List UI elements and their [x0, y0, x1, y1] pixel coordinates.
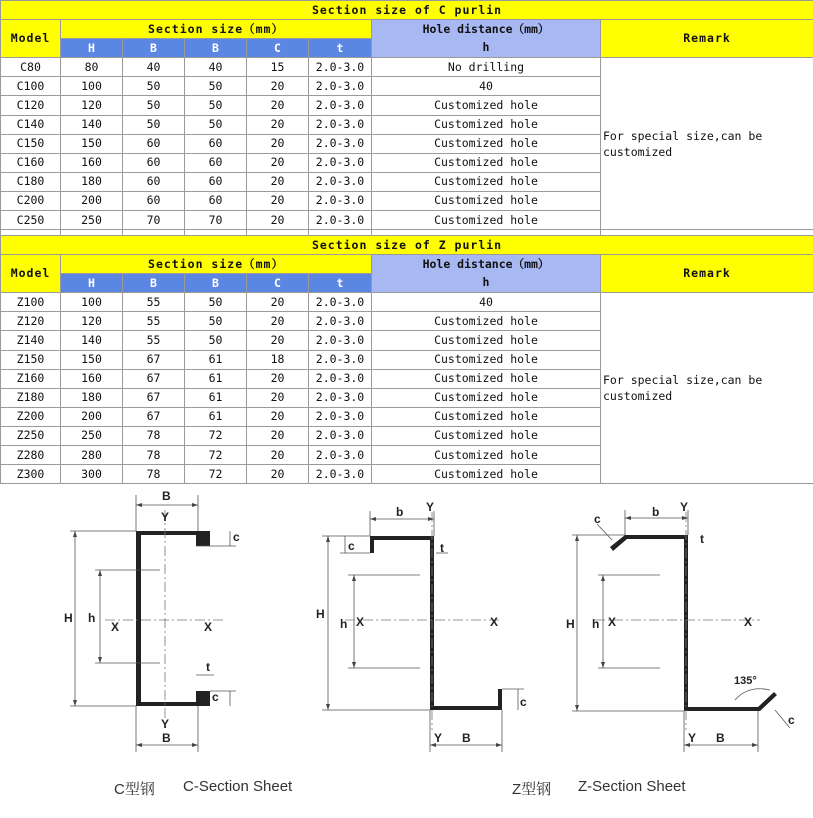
table-cell: 100 — [61, 77, 123, 96]
table-cell: 18 — [247, 350, 309, 369]
table-cell: 78 — [123, 465, 185, 484]
col-header-B2: B — [185, 39, 247, 58]
table-cell: 250 — [61, 211, 123, 230]
z-purlin-table — [0, 235, 813, 484]
table-cell: 78 — [123, 426, 185, 445]
table-cell: Customized hole — [372, 388, 601, 407]
table-cell: Customized hole — [372, 331, 601, 350]
table-cell: 2.0-3.0 — [309, 153, 372, 172]
table-cell: 2.0-3.0 — [309, 191, 372, 210]
c-label-h: h — [88, 611, 96, 625]
table-cell: 40 — [372, 293, 601, 312]
table-cell: Customized hole — [372, 369, 601, 388]
table-title: Section size of C purlin — [1, 1, 813, 20]
table-cell: 200 — [61, 407, 123, 426]
table-cell: Z150 — [1, 350, 61, 369]
z-label-H: H — [316, 607, 325, 621]
table-cell: 2.0-3.0 — [309, 58, 372, 77]
z2-label-B-bottom: B — [716, 731, 725, 745]
table-cell: 60 — [123, 153, 185, 172]
col-header-t: t — [309, 274, 372, 293]
table-cell: Customized hole — [372, 407, 601, 426]
table-cell: 20 — [247, 134, 309, 153]
table-cell: No drilling — [372, 58, 601, 77]
table-cell: 2.0-3.0 — [309, 465, 372, 484]
table-cell: 20 — [247, 172, 309, 191]
table-cell: 20 — [247, 211, 309, 230]
table-cell: 20 — [247, 115, 309, 134]
c-label-Y-top: Y — [161, 510, 170, 524]
table-cell: 60 — [123, 191, 185, 210]
c-label-X-right: X — [204, 620, 213, 634]
table-cell: 2.0-3.0 — [309, 172, 372, 191]
table-cell: C150 — [1, 134, 61, 153]
table-cell: Z250 — [1, 426, 61, 445]
table-cell: 15 — [247, 58, 309, 77]
table-cell: 160 — [61, 369, 123, 388]
table-cell: 100 — [61, 293, 123, 312]
col-header-C: C — [247, 274, 309, 293]
table-cell: 50 — [123, 115, 185, 134]
table-cell: 20 — [247, 465, 309, 484]
table-cell: 300 — [61, 465, 123, 484]
table-cell: 20 — [247, 446, 309, 465]
model-header: Model — [1, 20, 61, 58]
c-label-Y-bottom: Y — [161, 717, 170, 731]
remark-header: Remark — [601, 255, 813, 293]
table-cell: 2.0-3.0 — [309, 312, 372, 331]
table-cell: 50 — [185, 312, 247, 331]
table-cell: 67 — [123, 407, 185, 426]
table-cell: 20 — [247, 191, 309, 210]
table-cell: Customized hole — [372, 191, 601, 210]
table-cell: 61 — [185, 407, 247, 426]
table-cell: 150 — [61, 134, 123, 153]
z2-label-t: t — [700, 532, 704, 546]
z2-label-X-left: X — [608, 615, 617, 629]
table-cell: C250 — [1, 211, 61, 230]
table-cell: 2.0-3.0 — [309, 134, 372, 153]
table-cell: Customized hole — [372, 96, 601, 115]
table-cell: 60 — [123, 134, 185, 153]
table-cell: 50 — [185, 96, 247, 115]
table-cell: 20 — [247, 96, 309, 115]
table-cell: 2.0-3.0 — [309, 211, 372, 230]
table-cell: 2.0-3.0 — [309, 350, 372, 369]
z-label-X-left: X — [356, 615, 365, 629]
z2-label-Y-bottom: Y — [688, 731, 697, 745]
table-cell: Customized hole — [372, 115, 601, 134]
table-cell: 2.0-3.0 — [309, 407, 372, 426]
c-section-caption-cn: C型钢 — [114, 781, 155, 798]
table-cell: 67 — [123, 369, 185, 388]
table-cell: 20 — [247, 388, 309, 407]
table-cell: 250 — [61, 426, 123, 445]
table-cell: C120 — [1, 96, 61, 115]
table-cell: 2.0-3.0 — [309, 446, 372, 465]
table-cell: 60 — [185, 172, 247, 191]
table-cell: C160 — [1, 153, 61, 172]
z2-label-h: h — [592, 617, 600, 631]
table-cell: Z200 — [1, 407, 61, 426]
model-header: Model — [1, 255, 61, 293]
table-cell: 55 — [123, 331, 185, 350]
z2-label-H: H — [566, 617, 575, 631]
table-cell: Customized hole — [372, 426, 601, 445]
z2-label-Y-top: Y — [680, 500, 689, 514]
table-cell: 72 — [185, 446, 247, 465]
table-cell: 70 — [123, 211, 185, 230]
table-row — [1, 58, 813, 77]
col-header-H: H — [61, 274, 123, 293]
table-cell: 55 — [123, 293, 185, 312]
z-label-B-bottom: B — [462, 731, 471, 745]
table-cell: 2.0-3.0 — [309, 96, 372, 115]
z-label-Y-top: Y — [426, 500, 435, 514]
hole-distance-header: Hole distance（mm） — [372, 255, 601, 274]
table-cell: 180 — [61, 172, 123, 191]
table-cell: 72 — [185, 426, 247, 445]
table-cell: 200 — [61, 191, 123, 210]
table-cell: 20 — [247, 153, 309, 172]
hole-distance-sub: h — [372, 39, 601, 58]
table-cell: Customized hole — [372, 134, 601, 153]
z2-label-angle: 135° — [734, 675, 757, 687]
z-label-c: c — [348, 539, 355, 553]
table-cell: 60 — [185, 153, 247, 172]
table-cell: 50 — [185, 115, 247, 134]
table-cell: Customized hole — [372, 465, 601, 484]
table-cell: Z100 — [1, 293, 61, 312]
table-cell: 78 — [123, 446, 185, 465]
c-section-caption-en: C-Section Sheet — [183, 778, 293, 795]
z-label-c-bottom: c — [520, 695, 527, 709]
table-cell: 40 — [185, 58, 247, 77]
table-cell: Customized hole — [372, 211, 601, 230]
section-drawings — [0, 480, 813, 780]
table-cell: C180 — [1, 172, 61, 191]
table-cell: 60 — [123, 172, 185, 191]
c-label-c-bottom: c — [212, 690, 219, 704]
table-cell: Customized hole — [372, 312, 601, 331]
table-cell: Customized hole — [372, 350, 601, 369]
table-cell: Z160 — [1, 369, 61, 388]
table-cell: Customized hole — [372, 446, 601, 465]
table-cell: 50 — [185, 331, 247, 350]
table-cell: 180 — [61, 388, 123, 407]
table-cell: C200 — [1, 191, 61, 210]
c-label-B-top: B — [162, 489, 171, 503]
z-label-X-right: X — [490, 615, 499, 629]
section-size-header: Section size（mm） — [61, 20, 372, 39]
col-header-B2: B — [185, 274, 247, 293]
table-cell: 20 — [247, 426, 309, 445]
table-cell: 50 — [185, 77, 247, 96]
table-cell: 60 — [185, 134, 247, 153]
table-cell: Z280 — [1, 446, 61, 465]
table-cell: C140 — [1, 115, 61, 134]
table-cell: Z180 — [1, 388, 61, 407]
table-cell: 40 — [123, 58, 185, 77]
table-cell: 2.0-3.0 — [309, 388, 372, 407]
z2-label-X-right: X — [744, 615, 753, 629]
table-cell: Z120 — [1, 312, 61, 331]
table-cell: 20 — [247, 369, 309, 388]
hole-distance-sub: h — [372, 274, 601, 293]
table-cell: C80 — [1, 58, 61, 77]
table-cell: 60 — [185, 191, 247, 210]
table-cell: 20 — [247, 293, 309, 312]
table-cell: 80 — [61, 58, 123, 77]
c-section-profile — [136, 531, 213, 706]
z-section-profile — [370, 536, 502, 710]
table-cell: 2.0-3.0 — [309, 369, 372, 388]
c-label-B-bottom: B — [162, 731, 171, 745]
c-label-H: H — [64, 611, 73, 625]
remark-header: Remark — [601, 20, 813, 58]
table-cell: 70 — [185, 211, 247, 230]
table-cell: C100 — [1, 77, 61, 96]
table-cell: 140 — [61, 331, 123, 350]
c-label-X-left: X — [111, 620, 120, 634]
z-label-b: b — [396, 505, 404, 519]
z-label-t: t — [440, 541, 444, 555]
table-cell: 67 — [123, 388, 185, 407]
z-section-caption-en: Z-Section Sheet — [578, 778, 686, 795]
table-cell: 72 — [185, 465, 247, 484]
col-header-C: C — [247, 39, 309, 58]
table-cell: 20 — [247, 331, 309, 350]
table-title: Section size of Z purlin — [1, 236, 813, 255]
table-cell: 50 — [123, 77, 185, 96]
z-label-h: h — [340, 617, 348, 631]
table-cell: 120 — [61, 312, 123, 331]
table-cell: Customized hole — [372, 153, 601, 172]
table-cell: 2.0-3.0 — [309, 77, 372, 96]
table-cell: 50 — [185, 293, 247, 312]
c-section-drawing — [64, 489, 240, 752]
table-cell: 140 — [61, 115, 123, 134]
table-cell: 61 — [185, 350, 247, 369]
col-header-H: H — [61, 39, 123, 58]
table-cell: 2.0-3.0 — [309, 293, 372, 312]
remark-cell: For special size,can be customized — [601, 293, 813, 484]
remark-cell: For special size,can be customized — [601, 58, 813, 230]
table-cell: 67 — [123, 350, 185, 369]
table-cell: 280 — [61, 446, 123, 465]
table-row — [1, 293, 813, 312]
col-header-B: B — [123, 39, 185, 58]
col-header-t: t — [309, 39, 372, 58]
z-angled-section-drawing — [566, 500, 795, 752]
table-cell: 55 — [123, 312, 185, 331]
z2-label-c-bottom: c — [788, 713, 795, 727]
col-header-B: B — [123, 274, 185, 293]
z-section-caption-cn: Z型钢 — [512, 781, 552, 798]
table-cell: Customized hole — [372, 172, 601, 191]
c-label-c-top: c — [233, 530, 240, 544]
table-cell: 40 — [372, 77, 601, 96]
table-cell: 120 — [61, 96, 123, 115]
table-cell: 20 — [247, 77, 309, 96]
table-cell: Z140 — [1, 331, 61, 350]
table-cell: 61 — [185, 388, 247, 407]
table-cell: 160 — [61, 153, 123, 172]
z2-label-b: b — [652, 505, 660, 519]
z-label-Y-bottom: Y — [434, 731, 443, 745]
table-cell: 2.0-3.0 — [309, 426, 372, 445]
table-cell: 50 — [123, 96, 185, 115]
table-cell: 150 — [61, 350, 123, 369]
hole-distance-header: Hole distance（mm） — [372, 20, 601, 39]
table-cell: 2.0-3.0 — [309, 115, 372, 134]
c-label-t: t — [206, 660, 210, 674]
table-cell: 2.0-3.0 — [309, 331, 372, 350]
table-cell: Z300 — [1, 465, 61, 484]
section-size-header: Section size（mm） — [61, 255, 372, 274]
c-purlin-table — [0, 0, 813, 249]
z2-label-c-top: c — [594, 512, 601, 526]
table-cell: 20 — [247, 407, 309, 426]
table-cell: 20 — [247, 312, 309, 331]
z-section-drawing — [316, 500, 527, 752]
table-cell: 61 — [185, 369, 247, 388]
